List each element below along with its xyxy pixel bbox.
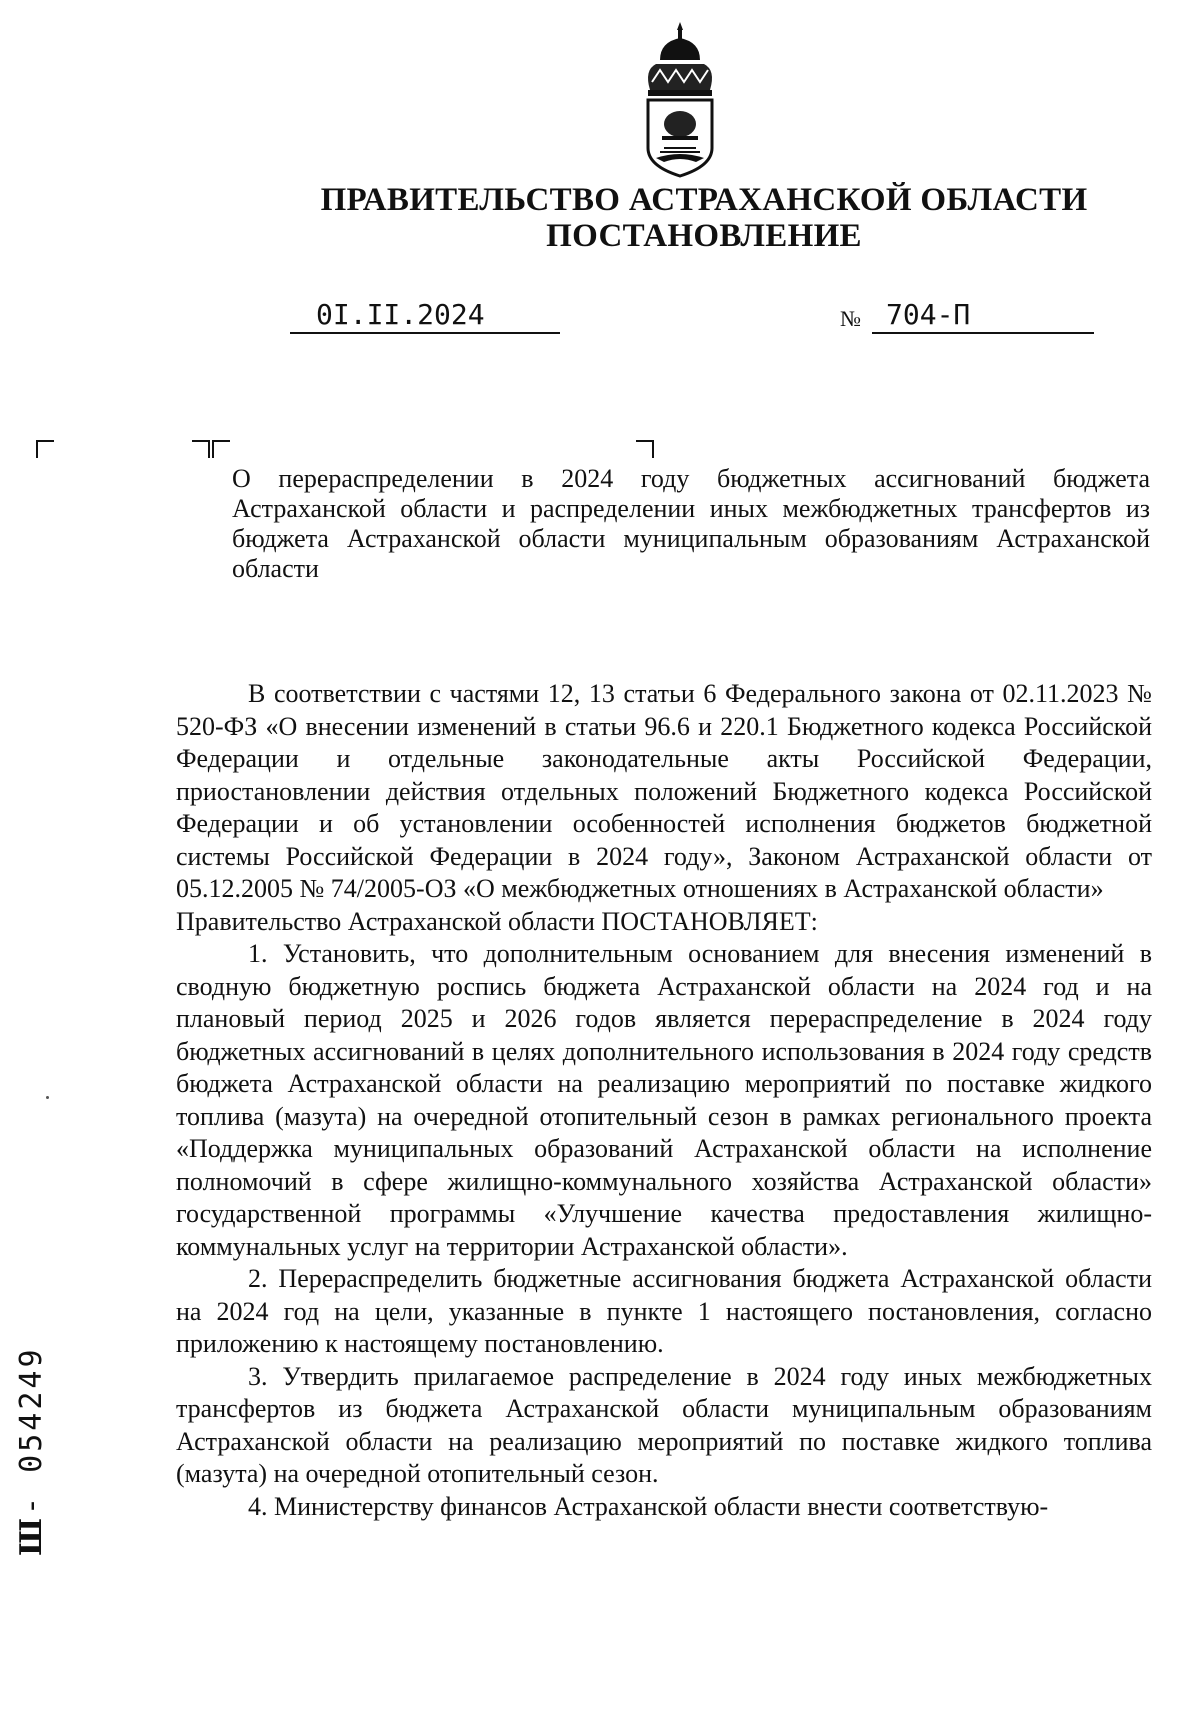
organization-title: ПРАВИТЕЛЬСТВО АСТРАХАНСКОЙ ОБЛАСТИ bbox=[320, 182, 1088, 218]
serial-number: - 054249 bbox=[14, 1346, 49, 1515]
clause-3: 3. Утвердить прилагаемое распределение в 2024 году иных межбюджетных трансфертов из бюджета Астраханской области муниципальным образованиям Астраханской области на реализацию мероприятий по поставке жидкого топлива (мазута) на очередной отопительный сезон. bbox=[176, 1361, 1152, 1488]
corner-mark-subject-start-1 bbox=[192, 440, 210, 458]
corner-mark-subject-start-2 bbox=[212, 440, 230, 458]
corner-mark-left bbox=[36, 440, 54, 458]
number-sign: № bbox=[840, 306, 861, 331]
document-type-title: ПОСТАНОВЛЕНИЕ bbox=[546, 218, 862, 254]
document-body bbox=[176, 678, 1152, 1523]
coat-of-arms-icon bbox=[630, 20, 730, 180]
corner-mark-subject-end bbox=[636, 440, 654, 458]
document-subject: О перераспределении в 2024 году бюджетных ассигнований бюджета Астраханской области и распределении иных межбюджетных трансфертов из бюджета Астраханской области муниципальным образованиям Астраханской области bbox=[232, 464, 1150, 583]
clause-2: 2. Перераспределить бюджетные ассигнования бюджета Астраханской области на 2024 год на цели, указанные в пункте 1 настоящего постановления, согласно приложению к настоящему постановлению. bbox=[176, 1264, 1152, 1358]
resolution-statement: Правительство Астраханской области ПОСТАНОВЛЯЕТ: bbox=[176, 906, 818, 936]
serial-number-stamp bbox=[14, 1316, 54, 1556]
clause-1: 1. Установить, что дополнительным основанием для внесения изменений в сводную бюджетную роспись бюджета Астраханской области на 2024 год и на плановый период 2025 и 2026 годов является перераспределение в 2024 году бюджетных ассигнований в целях дополнительного использования в 2024 году средств бюджета Астраханской области на реализацию мероприятий по поставке жидкого топлива (мазута) на очередной отопительный сезон в рамках регионального проекта «Поддержка муниципальных образований Астраханской области на исполнение полномочий в сфере жилищно-коммунального хозяйства Астраханской области» государственной программы «Улучшение качества предоставления жилищно-коммунальных услуг на территории Астраханской области». bbox=[176, 939, 1152, 1261]
document-date: 0I.II.2024 bbox=[290, 300, 560, 334]
document-number: 704-П bbox=[872, 300, 1094, 334]
clause-4: 4. Министерству финансов Астраханской области внести соответствую- bbox=[248, 1491, 1049, 1521]
scan-speck bbox=[46, 1096, 49, 1099]
serial-prefix: Ш bbox=[14, 1514, 49, 1556]
preamble-paragraph: В соответствии с частями 12, 13 статьи 6 Федерального закона от 02.11.2023 № 520-ФЗ «О внесении изменений в статьи 96.6 и 220.1 Бюджетного кодекса Российской Федерации и отдельные законодательные акты Российской Федерации, приостановлении действия отдельных положений Бюджетного кодекса Российской Федерации и об установлении особенностей исполнения бюджетов бюджетной системы Российской Федерации в 2024 году», Законом Астраханской области от 05.12.2005 № 74/2005-ОЗ «О межбюджетных отношениях в Астраханской области» bbox=[176, 679, 1152, 903]
